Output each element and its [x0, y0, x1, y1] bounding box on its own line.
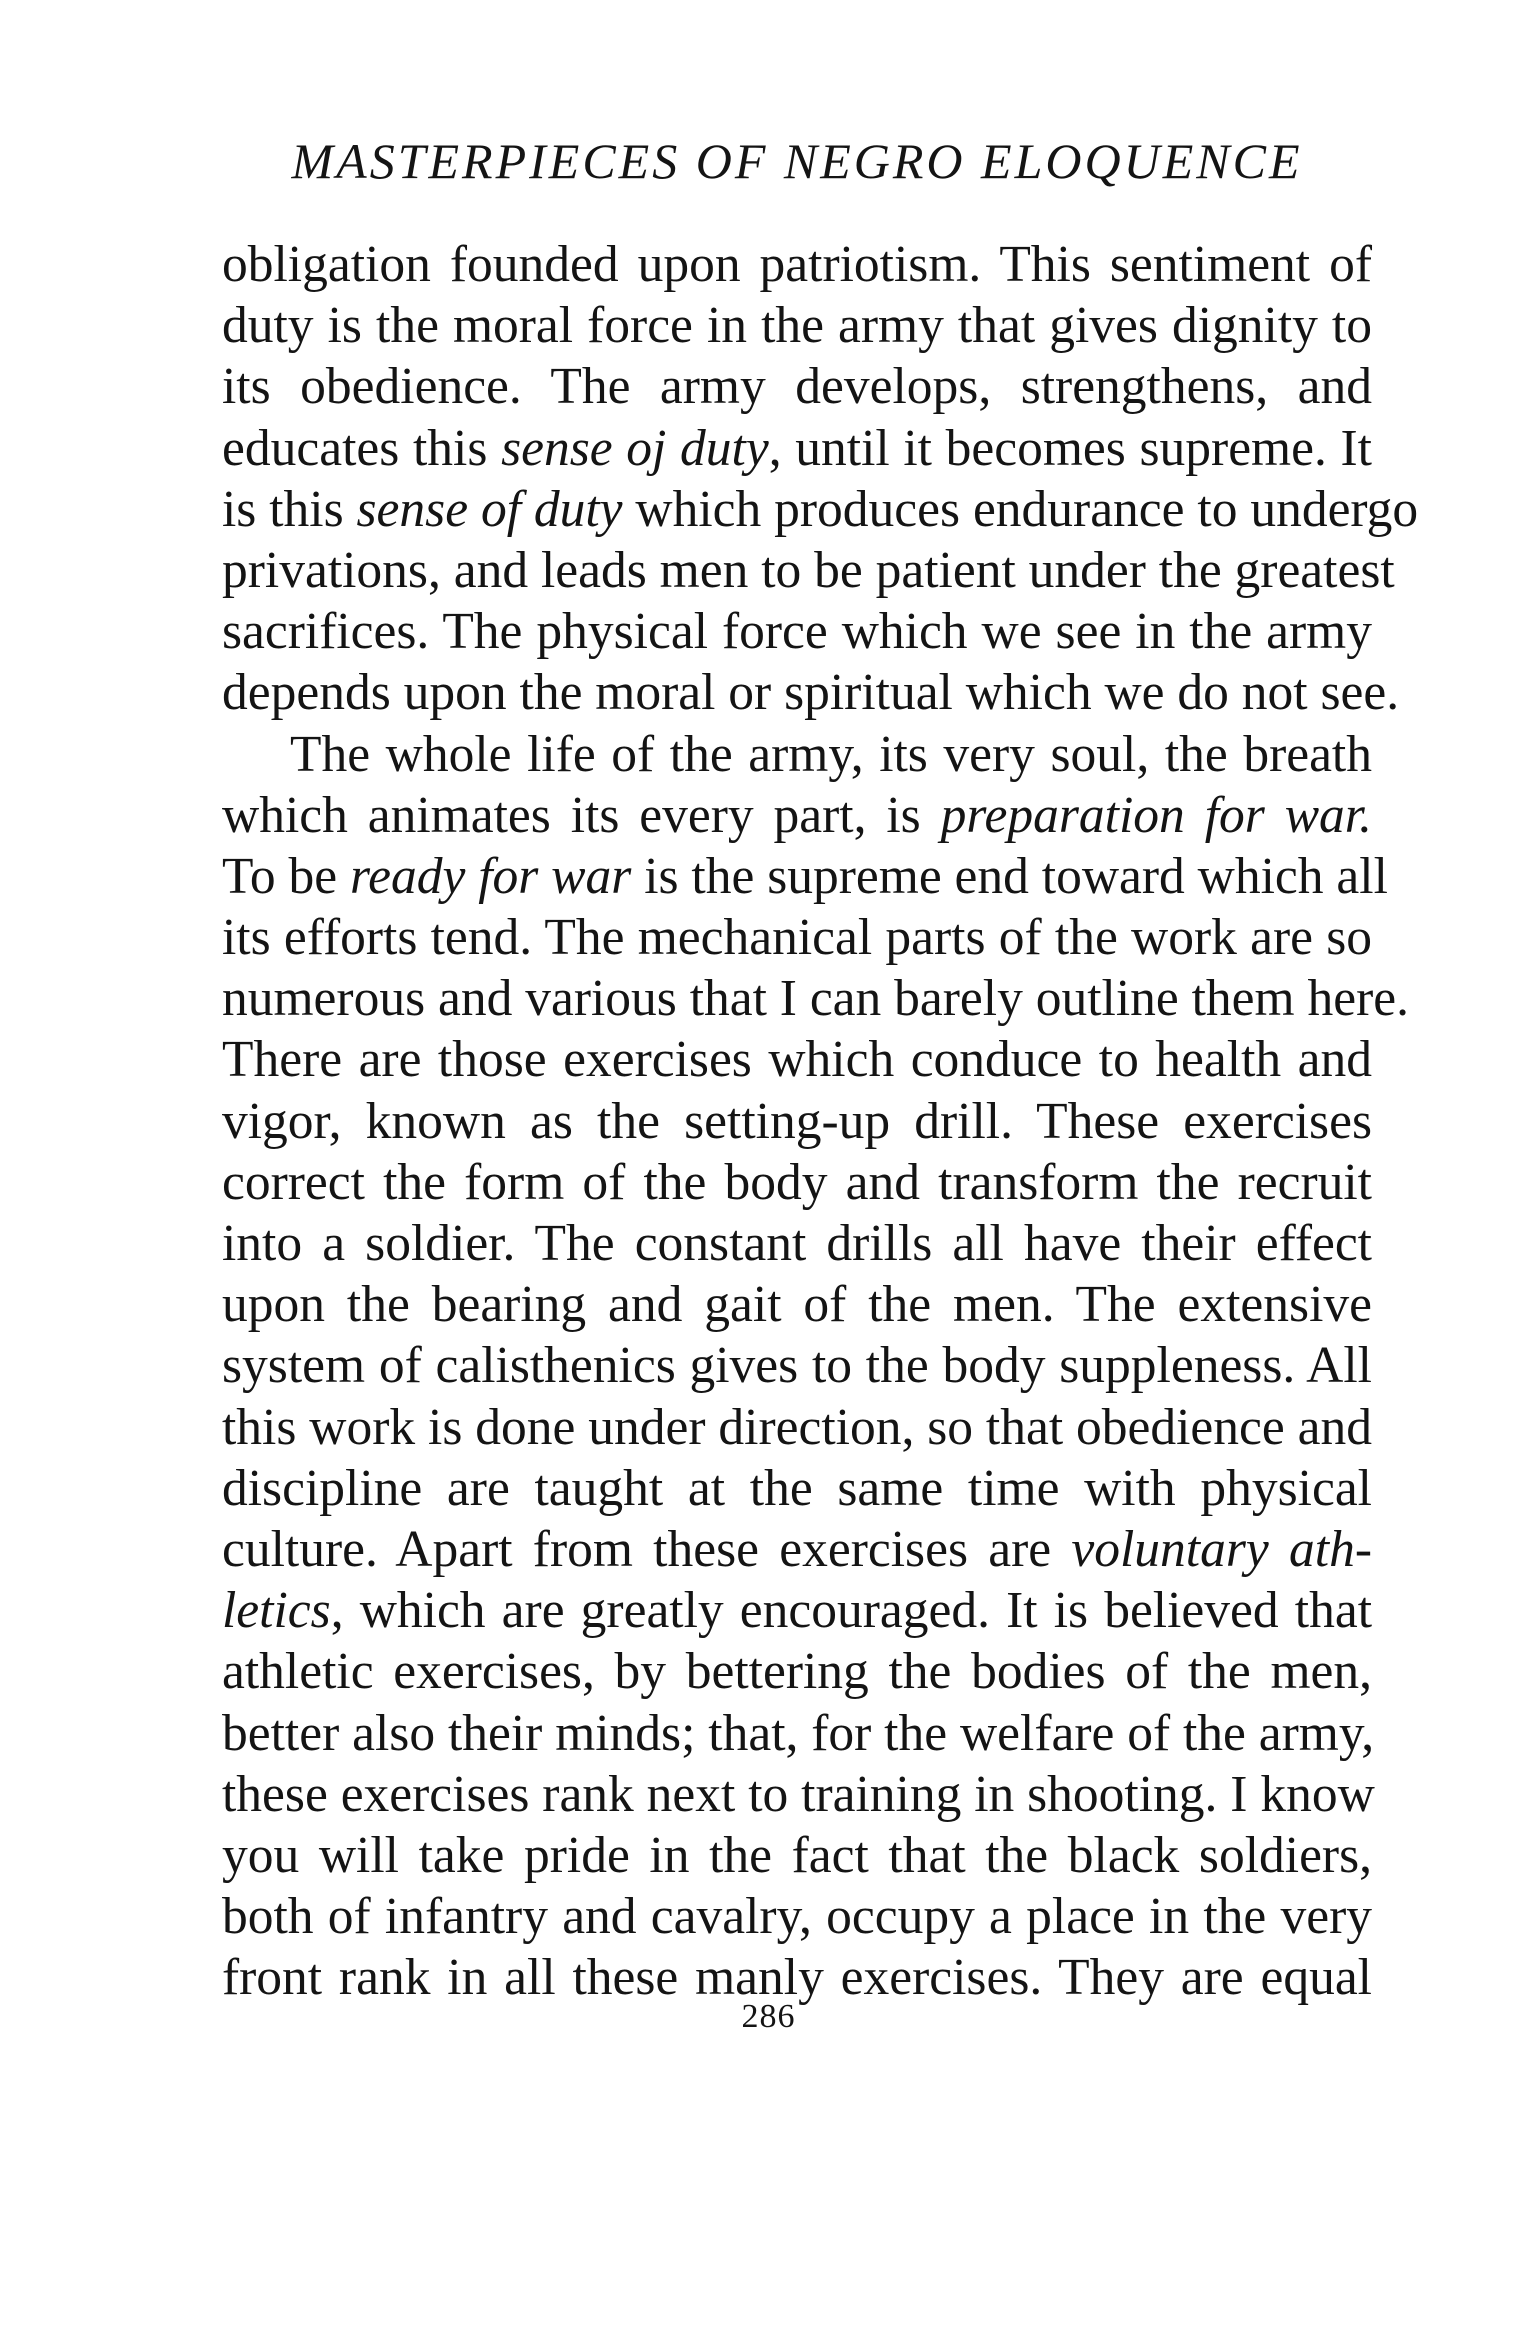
text-line	[222, 295, 1372, 356]
text-line	[222, 1335, 1372, 1396]
text-run: into a soldier. The constant drills all have their effect	[222, 1215, 1372, 1272]
text-line	[222, 1397, 1372, 1458]
text-line	[222, 785, 1372, 846]
text-line	[222, 1152, 1372, 1213]
text-run: which produces endurance to undergo	[622, 480, 1419, 538]
text-line	[222, 1764, 1375, 1825]
page-number: 286	[741, 1998, 796, 2035]
text-run: obligation founded upon patriotism. This sentiment of	[222, 236, 1372, 293]
text-run: privations, and leads men to be patient under the greatest	[222, 541, 1395, 599]
text-run: There are those exercises which conduce to health and	[222, 1031, 1372, 1089]
text-run: better also their minds; that, for the welfare of the army,	[222, 1704, 1375, 1762]
running-head: MASTERPIECES OF NEGRO ELOQUENCE	[291, 133, 1303, 189]
text-run: its obedience. The army develops, strengthens, and	[222, 358, 1372, 416]
text-run: depends upon the moral or spiritual which we do not see.	[222, 664, 1400, 722]
text-run: which animates its every part, is	[222, 786, 941, 844]
text-run: is this	[222, 480, 357, 538]
text-run: upon the bearing and gait of the men. The extensive	[222, 1276, 1372, 1334]
text-line	[222, 234, 1372, 295]
text-run: The whole life of the army, its very soul, the breath	[290, 725, 1372, 783]
text-run: athletic exercises, by bettering the bodies of the men,	[222, 1643, 1372, 1701]
text-line	[222, 1029, 1372, 1090]
text-line	[222, 601, 1372, 662]
text-run: this work is done under direction, so that obedience and	[222, 1398, 1372, 1456]
text-line	[222, 724, 1372, 785]
italic-phrase: preparation for war.	[940, 786, 1373, 844]
text-run: front rank in all these manly exercises. They are equal	[222, 1949, 1372, 2007]
italic-phrase: voluntary ath-	[1071, 1520, 1372, 1578]
text-line	[222, 1458, 1372, 1519]
text-line	[222, 479, 1419, 540]
text-run: both of infantry and cavalry, occupy a place in the very	[222, 1888, 1372, 1946]
text-line	[222, 418, 1372, 479]
text-run: is the supreme end toward which all	[631, 847, 1388, 905]
text-run: discipline are taught at the same time with physical	[222, 1459, 1372, 1517]
text-line	[222, 846, 1388, 907]
text-line	[222, 662, 1400, 723]
text-line	[222, 1886, 1372, 1947]
italic-phrase: sense oj duty	[501, 419, 769, 477]
text-run: , until it becomes supreme. It	[768, 419, 1372, 477]
text-run: system of calisthenics gives to the body suppleness. All	[222, 1337, 1372, 1395]
text-run: numerous and various that I can barely outline them here.	[222, 970, 1409, 1028]
text-line	[222, 540, 1395, 601]
text-run: its efforts tend. The mechanical parts of the work are so	[222, 909, 1372, 967]
text-line	[222, 1274, 1372, 1335]
italic-phrase: sense of duty	[356, 480, 623, 538]
text-line	[222, 968, 1409, 1029]
text-line	[222, 1213, 1372, 1274]
text-run: correct the form of the body and transform the recruit	[222, 1153, 1372, 1211]
text-line	[222, 1580, 1372, 1641]
text-run: duty is the moral force in the army that gives dignity to	[222, 297, 1372, 355]
text-run: you will take pride in the fact that the black soldiers,	[222, 1826, 1372, 1884]
text-line	[222, 1825, 1372, 1886]
text-line	[222, 907, 1372, 968]
text-line	[222, 356, 1372, 417]
text-line	[222, 1519, 1372, 1580]
text-run: vigor, known as the setting-up drill. These exercises	[222, 1092, 1372, 1150]
text-run: To be	[222, 847, 350, 905]
text-run: culture. Apart from these exercises are	[222, 1520, 1072, 1578]
text-line	[222, 1091, 1372, 1152]
text-line	[222, 1641, 1372, 1702]
text-run: these exercises rank next to training in shooting. I know	[222, 1765, 1375, 1823]
italic-phrase: letics	[222, 1582, 331, 1640]
italic-phrase: ready for war	[349, 847, 632, 905]
body-text	[222, 234, 1419, 2008]
text-run: , which are greatly encouraged. It is believed that	[330, 1582, 1372, 1640]
text-line	[222, 1703, 1375, 1764]
text-run: sacrifices. The physical force which we see in the army	[222, 603, 1372, 661]
text-run: educates this	[222, 419, 502, 477]
